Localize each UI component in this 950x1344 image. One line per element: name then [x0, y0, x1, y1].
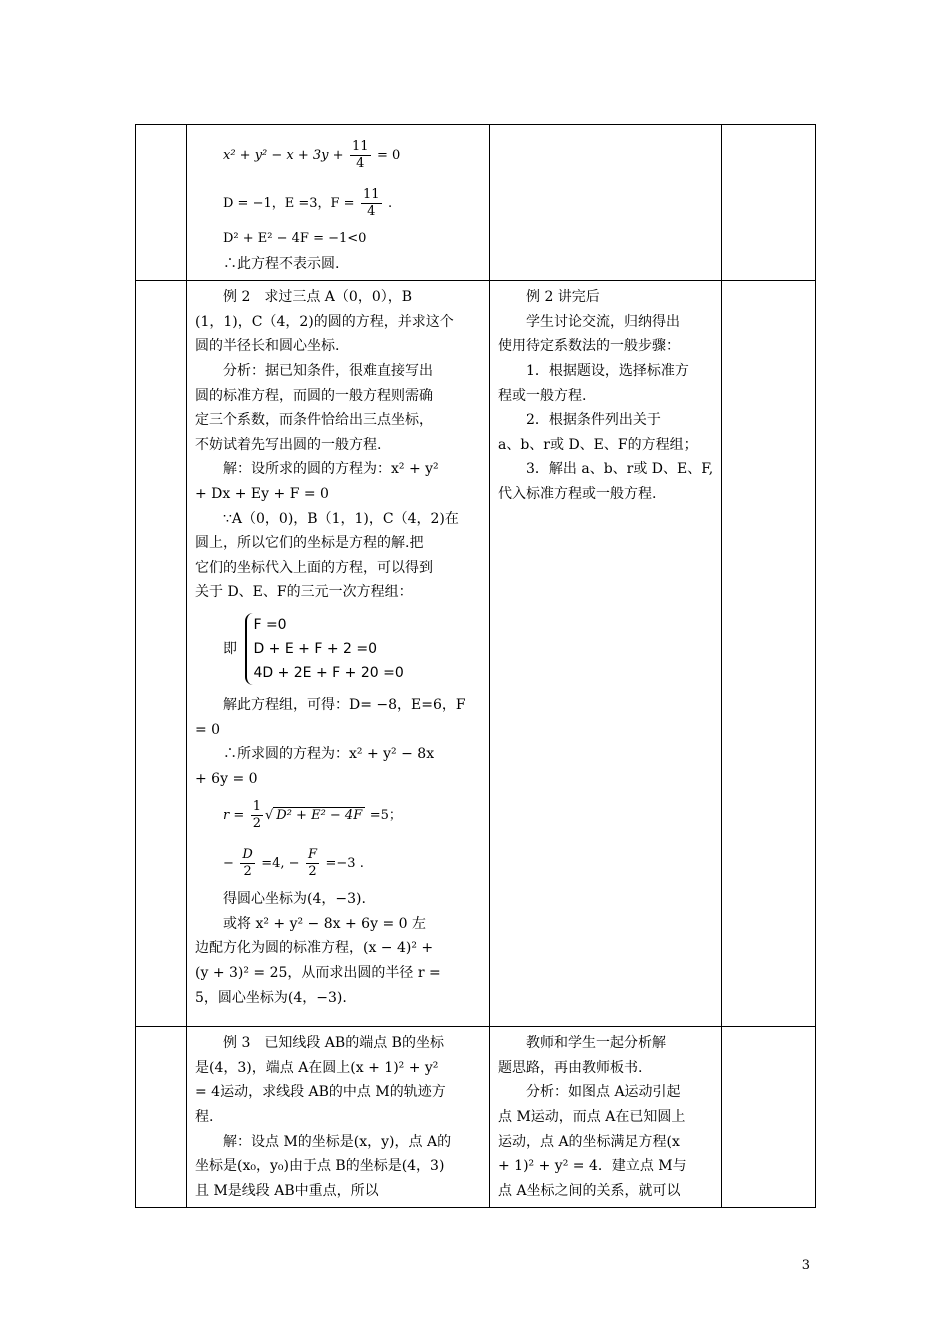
margin-cell [722, 125, 816, 281]
equation-text: D = −1，E =3，F = [223, 196, 355, 211]
equation-line [195, 179, 481, 227]
step-item: 1．根据题设，选择标准方 程或一般方程. [498, 362, 689, 404]
table-row [136, 1027, 816, 1208]
notes-cell [490, 1027, 722, 1208]
solution-paragraph: 解：设所求的圆的方程为：x² + y² + Dx + Ey + F = 0 [195, 461, 439, 502]
equation-system: 即 F =0 D + E + F + 2 =0 4D + 2E + F + 20 =0 [195, 613, 481, 685]
equation-line [195, 131, 481, 179]
analysis-paragraph: 分析：据已知条件，很难直接写出 圆的标准方程，而圆的一般方程则需确 定三个系数，而条件恰给出三点坐标， 不妨试着先写出圆的一般方程. [195, 362, 433, 453]
page-number: 3 [801, 1258, 810, 1273]
center-result: 得圆心坐标为(4，−3). [223, 891, 366, 908]
fraction: $\frac{11}{4}$ [352, 138, 369, 171]
alternative-method: 或将 x² + y² − 8x + 6y = 0 左 边配方化为圆的标准方程，(x − 4)² + (y + 3)² = 25，从而求出圆的半径 r = 5，圆心坐标为(4，−3). [195, 915, 441, 1006]
margin-cell [722, 1027, 816, 1208]
margin-cell [722, 281, 816, 1027]
circle-equation: ∴所求圆的方程为：x² + y² − 8x + 6y = 0 [195, 746, 435, 787]
example-2-statement: 例 2 求过三点 A（0，0），B (1，1)，C（4，2)的圆的方程，并求这个 圆的半径长和圆心坐标. [195, 289, 454, 355]
lesson-table [135, 124, 816, 1208]
equation-text: = 0 [377, 148, 401, 163]
table-row [136, 281, 816, 1027]
note-paragraph: 学生讨论交流，归纳得出 使用待定系数法的一般步骤： [498, 313, 680, 355]
solution-values: 解此方程组，可得：D= −8，E=6，F = 0 [195, 696, 466, 738]
center-formula: − $\frac{D}{2}$ =4, − $\frac{F}{2}$ =−3 . [223, 846, 364, 879]
equation-text: . [388, 196, 393, 211]
content-cell [187, 1027, 490, 1208]
equation-line: D² + E² − 4F = −1<0 [223, 231, 367, 246]
margin-cell [136, 281, 187, 1027]
margin-cell [136, 1027, 187, 1208]
notes-cell [490, 125, 722, 281]
note-paragraph: 教师和学生一起分析解 题思路，再由教师板书. [498, 1035, 666, 1076]
equation-text: x² + y² − x + 3y + [223, 148, 344, 163]
conclusion-text: ∴此方程不表示圆. [223, 255, 340, 272]
step-item: 3．解出 a、b、r或 D、E、F, 代入标准方程或一般方程. [498, 461, 714, 502]
step-item: 2．根据条件列出关于 a、b、r或 D、E、F的方程组； [498, 412, 698, 453]
table-row [136, 125, 816, 281]
substitution-paragraph: ∵A（0，0)，B（1，1)，C（4，2)在 圆上，所以它们的坐标是方程的解.把 它们的坐标代入上面的方程，可以得到 关于 D、E、F的三元一次方程组： [195, 510, 459, 601]
content-cell [187, 125, 490, 281]
solution-paragraph: 解：设点 M的坐标是(x，y)，点 A的 坐标是(x₀，y₀)由于点 B的坐标是(4，3) 且 M是线段 AB中重点，所以 [195, 1133, 452, 1199]
content-cell [187, 281, 490, 1027]
note-heading: 例 2 讲完后 [526, 289, 600, 306]
analysis-paragraph: 分析：如图点 A运动引起 点 M运动，而点 A在已知圆上 运动，点 A的坐标满足方程(x + 1)² + y² = 4．建立点 M与 点 A坐标之间的关系，就可以 [498, 1084, 687, 1199]
radius-formula: r = $\frac{1}{2}$ √ D² + E² − 4F =5； [223, 798, 402, 831]
fraction: $\frac{11}{4}$ [363, 186, 380, 219]
example-3-statement: 例 3 已知线段 AB的端点 B的坐标 是(4，3)，端点 A在圆上(x + 1)² + y² = 4运动，求线段 AB的中点 M的轨迹方 程. [195, 1035, 446, 1125]
margin-cell [136, 125, 187, 281]
notes-cell [490, 281, 722, 1027]
